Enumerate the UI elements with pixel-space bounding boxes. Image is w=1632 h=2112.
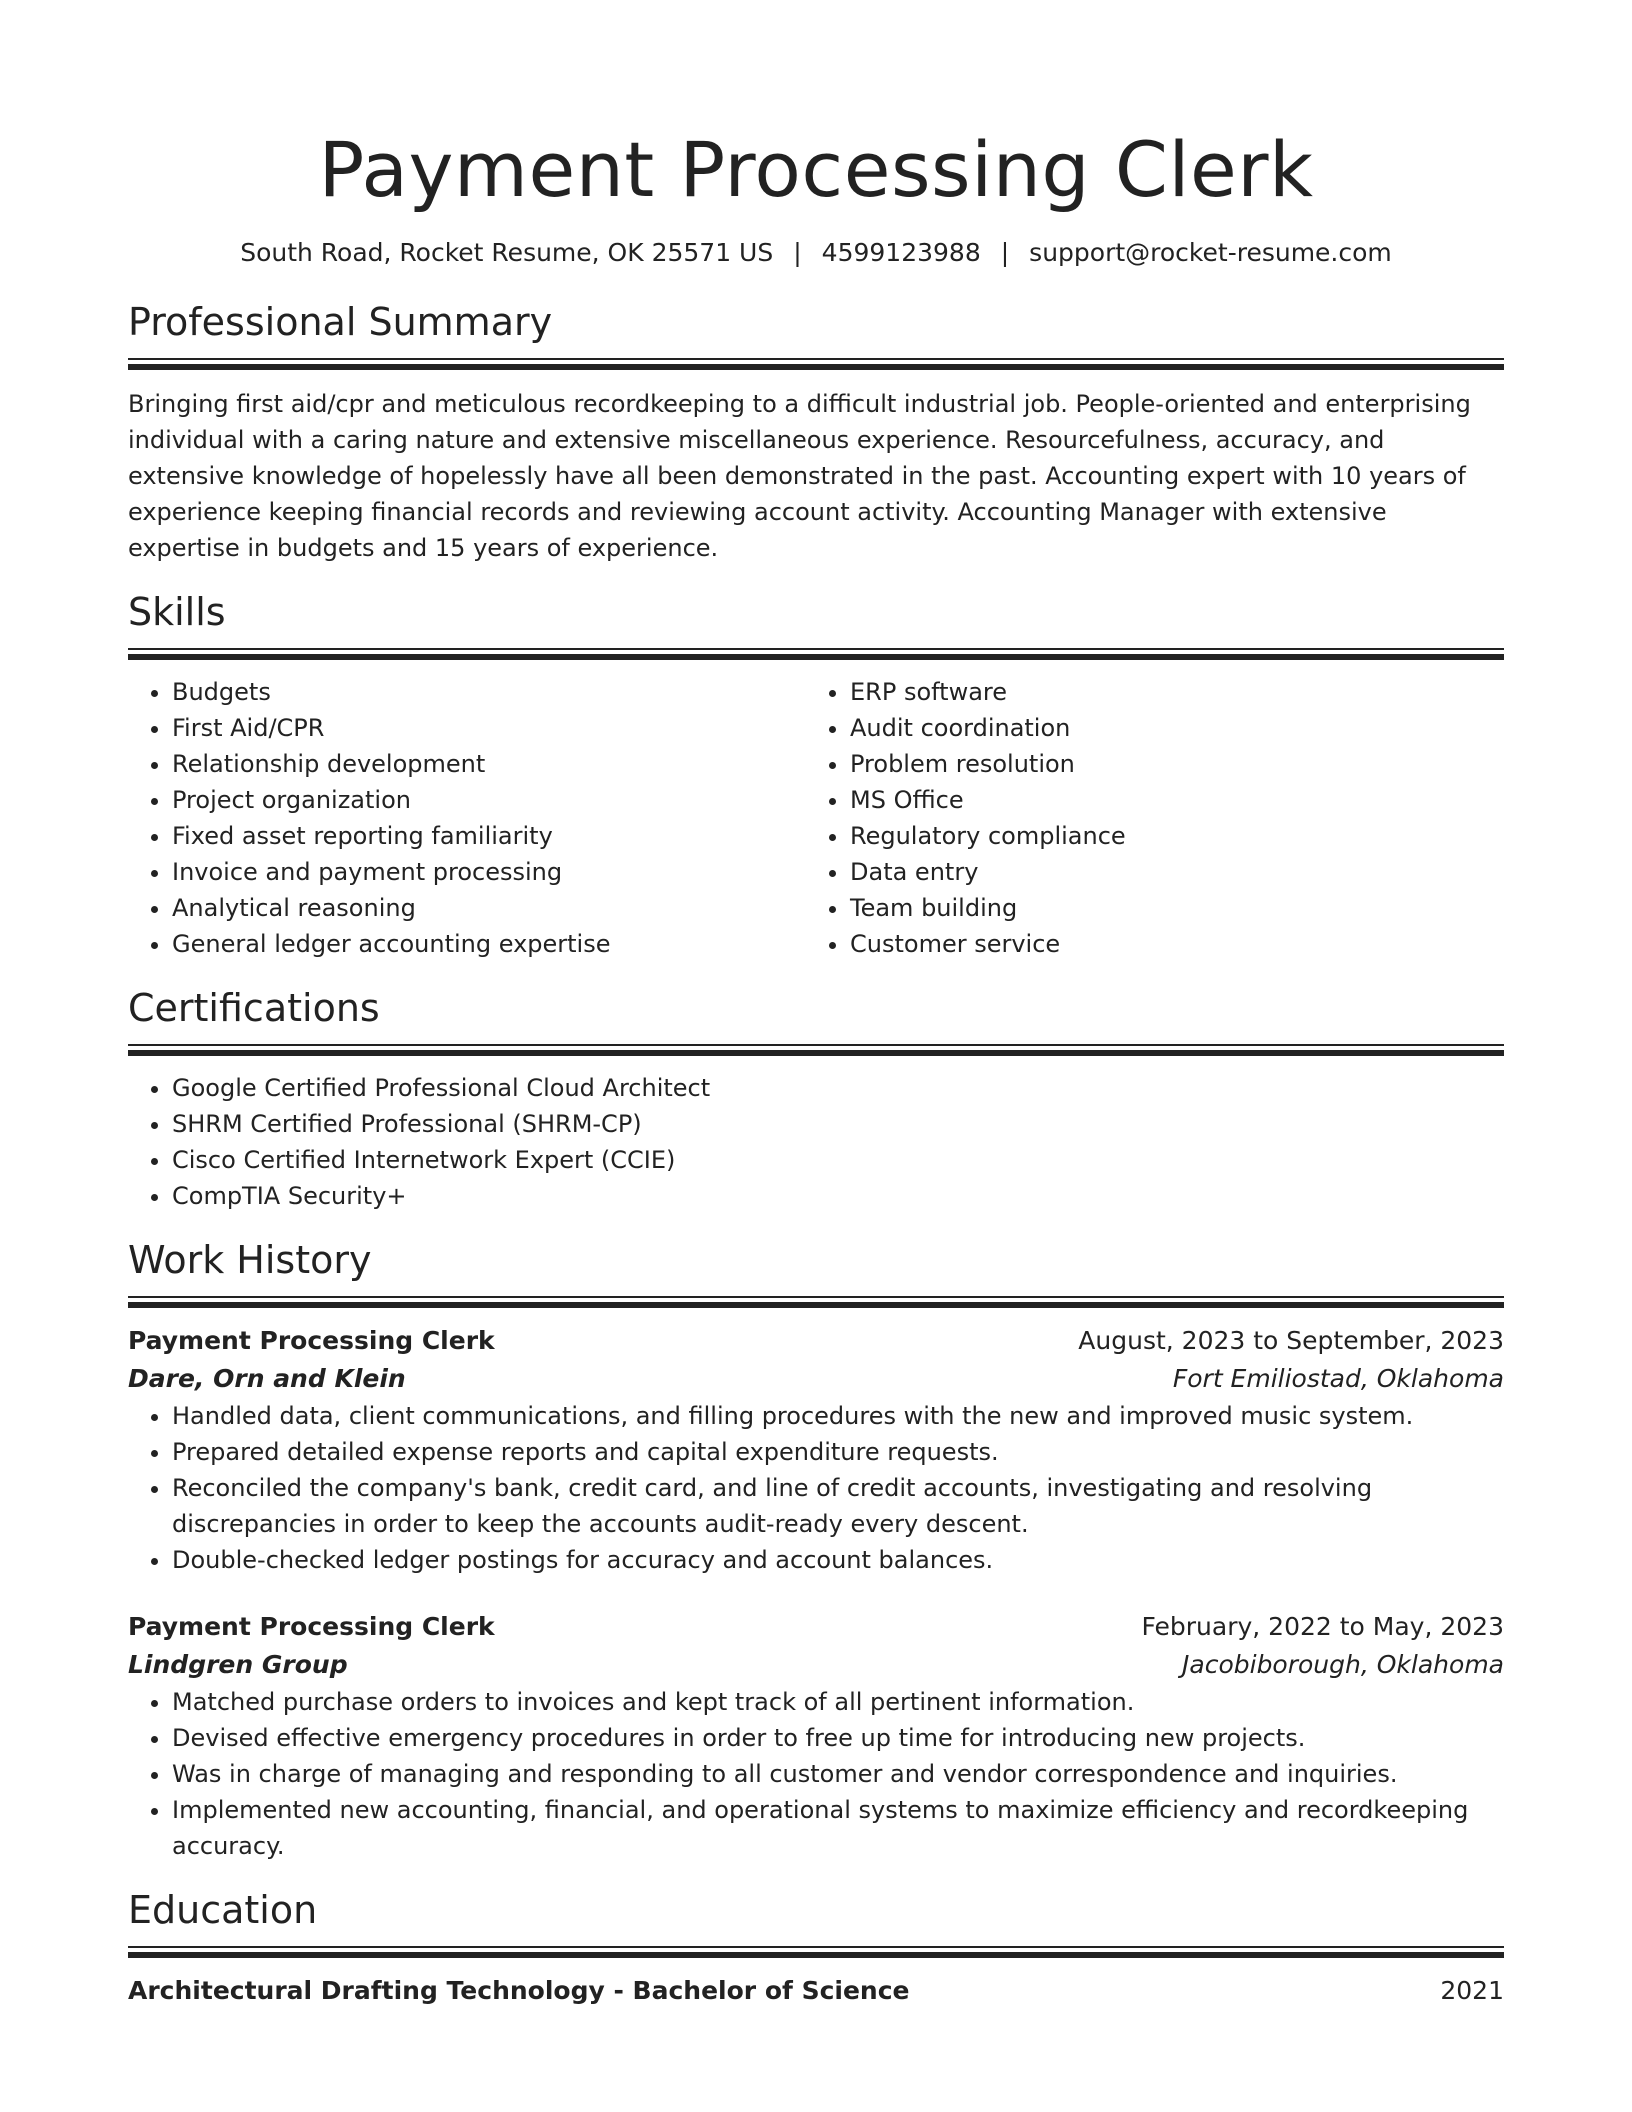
skill-item: • MS Office (850, 782, 1484, 818)
contact-address: South Road, Rocket Resume, OK 25571 US (240, 238, 774, 267)
job-dates: August, 2023 to September, 2023 (1078, 1326, 1504, 1355)
certification-item: • Cisco Certified Internetwork Expert (CCIE) (172, 1142, 1504, 1178)
contact-separator: | (793, 238, 802, 267)
skill-item: • Data entry (850, 854, 1484, 890)
job-bullet: • Reconciled the company's bank, credit card, and line of credit accounts, investigating and resolving discrepancies in order to keep the accounts audit-ready every descent. (172, 1470, 1504, 1542)
candidate-name: Payment Processing Clerk (318, 125, 1314, 214)
skill-item: • Fixed asset reporting familiarity (172, 818, 806, 854)
job-location: Jacobiborough, Oklahoma (1182, 1650, 1504, 1679)
skills-list-left (128, 674, 806, 962)
work-history-section (128, 1238, 1504, 1864)
section-divider (128, 358, 1504, 370)
skills-section (128, 590, 1504, 962)
education-degree: Architectural Drafting Technology - Bachelor of Science (128, 1976, 910, 2005)
job-title: Payment Processing Clerk (128, 1326, 495, 1355)
skill-item: • ERP software (850, 674, 1484, 710)
skills-columns (128, 674, 1504, 962)
section-divider (128, 1044, 1504, 1056)
section-title-skills: Skills (128, 590, 226, 634)
skill-item: • Relationship development (172, 746, 806, 782)
certification-item: • Google Certified Professional Cloud Architect (172, 1070, 1504, 1106)
job-company-row (128, 1360, 1504, 1398)
skills-column-right (806, 674, 1484, 962)
job-bullet: • Matched purchase orders to invoices and kept track of all pertinent information. (172, 1684, 1504, 1720)
skill-item: • First Aid/CPR (172, 710, 806, 746)
skill-item: • Analytical reasoning (172, 890, 806, 926)
skill-item: • Regulatory compliance (850, 818, 1484, 854)
summary-text: Bringing first aid/cpr and meticulous recordkeeping to a difficult industrial job. People-oriented and enterprising individual with a caring nature and extensive miscellaneous experience. Resourcefulness, accuracy, and extensive knowledge of hopelessly have all been demonstrated in the past. Accounting expert with 10 years of experience keeping financial records and reviewing account activity. Accounting Manager with extensive expertise in budgets and 15 years of experience. (128, 390, 1471, 562)
education-section (128, 1888, 1504, 2010)
job-title: Payment Processing Clerk (128, 1612, 495, 1641)
skill-item: • General ledger accounting expertise (172, 926, 806, 962)
contact-email: support@rocket-resume.com (1029, 238, 1392, 267)
education-year: 2021 (1440, 1976, 1504, 2005)
section-title-summary: Professional Summary (128, 300, 553, 344)
summary-section (128, 300, 1504, 566)
skill-item: • Audit coordination (850, 710, 1484, 746)
skill-item: • Team building (850, 890, 1484, 926)
certification-item: • CompTIA Security+ (172, 1178, 1504, 1214)
skill-item: • Project organization (172, 782, 806, 818)
skills-column-left (128, 674, 806, 962)
job-bullet: • Devised effective emergency procedures in order to free up time for introducing new projects. (172, 1720, 1504, 1756)
job-header-row (128, 1322, 1504, 1360)
skill-item: • Problem resolution (850, 746, 1484, 782)
section-divider (128, 1296, 1504, 1308)
certification-item: • SHRM Certified Professional (SHRM-CP) (172, 1106, 1504, 1142)
job-bullet: • Prepared detailed expense reports and capital expenditure requests. (172, 1434, 1504, 1470)
job-entry (128, 1608, 1504, 1864)
contact-separator: | (1000, 238, 1010, 267)
job-dates: February, 2022 to May, 2023 (1141, 1612, 1504, 1641)
section-title-certifications: Certifications (128, 986, 380, 1030)
job-company-row (128, 1646, 1504, 1684)
job-bullet: • Was in charge of managing and responding to all customer and vendor correspondence and inquiries. (172, 1756, 1504, 1792)
certifications-section (128, 986, 1504, 1214)
contact-line (128, 238, 1504, 268)
contact-phone: 4599123988 (821, 238, 981, 267)
section-divider (128, 1946, 1504, 1958)
section-title-education: Education (128, 1888, 318, 1932)
certifications-list (128, 1070, 1504, 1214)
job-company: Dare, Orn and Klein (128, 1364, 406, 1393)
job-bullet: • Double-checked ledger postings for accuracy and account balances. (172, 1542, 1504, 1578)
skill-item: • Budgets (172, 674, 806, 710)
job-bullet: • Handled data, client communications, and filling procedures with the new and improved music system. (172, 1398, 1504, 1434)
job-location: Fort Emiliostad, Oklahoma (1172, 1364, 1504, 1393)
job-header-row (128, 1608, 1504, 1646)
job-bullet-list (128, 1684, 1504, 1864)
section-title-work: Work History (128, 1238, 372, 1282)
skill-item: • Invoice and payment processing (172, 854, 806, 890)
resume-page (128, 0, 1504, 2010)
job-entry (128, 1322, 1504, 1578)
job-bullet: • Implemented new accounting, financial, and operational systems to maximize efficiency and recordkeeping accuracy. (172, 1792, 1504, 1864)
job-company: Lindgren Group (128, 1650, 348, 1679)
section-divider (128, 648, 1504, 660)
job-bullet-list (128, 1398, 1504, 1578)
skills-list-right (806, 674, 1484, 962)
education-row (128, 1972, 1504, 2010)
skill-item: • Customer service (850, 926, 1484, 962)
